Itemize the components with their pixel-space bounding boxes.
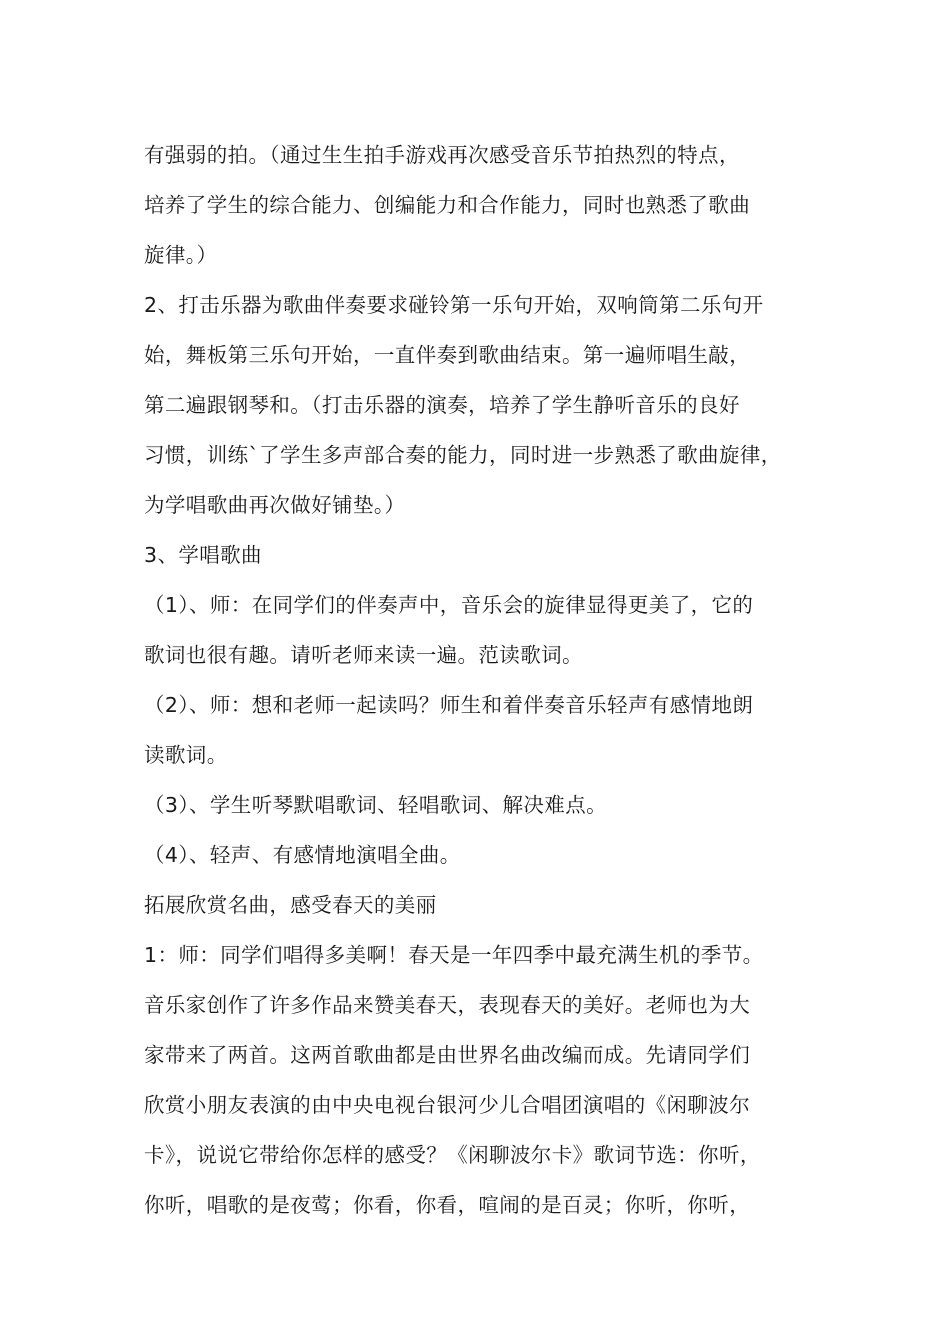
text-line: 卡》，说说它带给你怎样的感受？《闲聊波尔卡》歌词节选：你听， xyxy=(144,1143,761,1167)
text-line: 有强弱的拍。（通过生生拍手游戏再次感受音乐节拍热烈的特点， xyxy=(144,143,740,167)
section-heading: 3、学唱歌曲 xyxy=(144,543,262,567)
text-line: 始，舞板第三乐句开始，一直伴奏到歌曲结束。第一遍师唱生敲， xyxy=(144,343,751,367)
text-line: 为学唱歌曲再次做好铺垫。） xyxy=(144,493,406,517)
text-line: 培养了学生的综合能力、创编能力和合作能力，同时也熟悉了歌曲 xyxy=(144,193,751,217)
text-line: （2）、师：想和老师一起读吗？师生和着伴奏音乐轻声有感情地朗 xyxy=(144,693,754,717)
text-line: 音乐家创作了许多作品来赞美春天，表现春天的美好。老师也为大 xyxy=(144,993,751,1017)
text-line: 1：师：同学们唱得多美啊！春天是一年四季中最充满生机的季节。 xyxy=(144,943,764,967)
text-line: 读歌词。 xyxy=(144,743,228,767)
text-line: 欣赏小朋友表演的由中央电视台银河少儿合唱团演唱的《闲聊波尔 xyxy=(144,1093,751,1117)
text-line: （1）、师：在同学们的伴奏声中，音乐会的旋律显得更美了，它的 xyxy=(144,593,754,617)
text-line: （3）、学生听琴默唱歌词、轻唱歌词、解决难点。 xyxy=(144,793,607,817)
text-line: 家带来了两首。这两首歌曲都是由世界名曲改编而成。先请同学们 xyxy=(144,1043,751,1067)
text-line: 习惯，训练`了学生多声部合奏的能力，同时进一步熟悉了歌曲旋律， xyxy=(144,443,782,467)
text-line: 2、打击乐器为歌曲伴奏要求碰铃第一乐句开始，双响筒第二乐句开 xyxy=(144,293,764,317)
text-line: 你听，唱歌的是夜莺；你看，你看，喧闹的是百灵；你听，你听， xyxy=(144,1193,751,1217)
text-line: 第二遍跟钢琴和。（打击乐器的演奏，培养了学生静听音乐的良好 xyxy=(144,393,740,417)
text-line: 旋律。） xyxy=(144,243,218,267)
text-line: 歌词也很有趣。请听老师来读一遍。范读歌词。 xyxy=(144,643,583,667)
text-line: （4）、轻声、有感情地演唱全曲。 xyxy=(144,843,461,867)
section-heading: 拓展欣赏名曲，感受春天的美丽 xyxy=(144,893,437,917)
